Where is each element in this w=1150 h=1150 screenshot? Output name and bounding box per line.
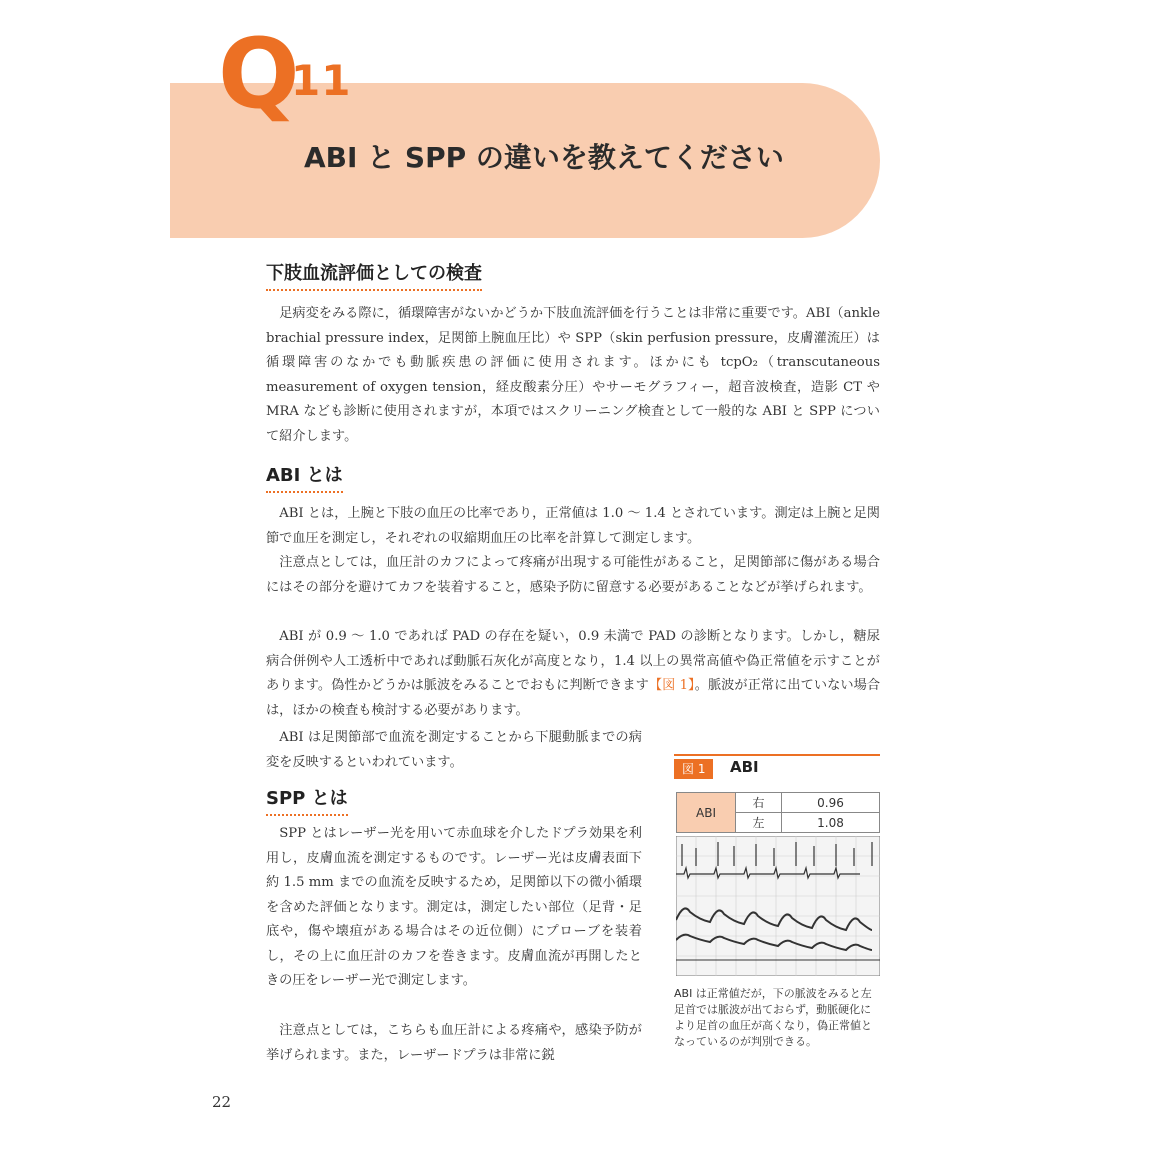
question-letter: Q (218, 18, 300, 130)
pulse-waveform-image (676, 836, 880, 976)
abi-value-right: 0.96 (782, 793, 880, 813)
abi-side-left: 左 (736, 813, 782, 833)
figure-reference[interactable]: 【図 1】 (648, 678, 695, 693)
abi-table-header: ABI (677, 793, 736, 833)
section-heading-abi: ABI とは (266, 464, 343, 493)
paragraph-intro: 足病変をみる際に，循環障害がないかどうか下肢血流評価を行うことは非常に重要です。ABI（ankle brachial pressure index，足関節上腕血圧比）や SPP（skin perfusion pressure，皮膚灌流圧）は循環障害のなかでも動脈疾患の評価に使用されます。ほかにも tcpO₂（transcutaneous measurement of oxygen tension，経皮酸素分圧）やサーモグラフィー，超音波検査，造影 CT や MRA なども診断に使用されますが，本項ではスクリーニング検査として一般的な ABI と SPP について紹介します。 (266, 306, 880, 444)
table-row (677, 793, 880, 813)
paragraph-abi-4: ABI は足関節部で血流を測定することから下腿動脈までの病変を反映するといわれています。 (266, 730, 642, 770)
figure-title: ABI (730, 758, 759, 776)
page-number: 22 (212, 1093, 232, 1111)
abi-table (676, 792, 880, 833)
page-title: ABI と SPP の違いを教えてください (304, 141, 784, 174)
paragraph-abi-1: ABI とは，上腕と下肢の血圧の比率であり，正常値は 1.0 ～ 1.4 とされています。測定は上腕と足関節で血圧を測定し，それぞれの収縮期血圧の比率を計算して測定します。 (266, 506, 880, 546)
figure-header (674, 754, 880, 782)
figure-caption: ABI は正常値だが，下の脈波をみると左足首では脈波が出ておらず，動脈硬化により足首の血圧が高くなり，偽正常値となっているのが判別できる。 (674, 987, 872, 1048)
paragraph-abi-3 (266, 625, 880, 723)
paragraph-spp-2: 注意点としては，こちらも血圧計による疼痛や，感染予防が挙げられます。また，レーザードプラは非常に鋭 (266, 1023, 642, 1063)
paragraph-abi-3-text: ABI が 0.9 ～ 1.0 であれば PAD の存在を疑い，0.9 未満で PAD の診断となります。しかし，糖尿病合併例や人工透析中であれば動脈石灰化が高度となり，1.4 以上の異常高値や偽正常値を示すことがあります。偽性かどうかは脈波をみることでおもに判断できます (266, 629, 880, 693)
section-heading-lower-limb: 下肢血流評価としての検査 (266, 262, 482, 291)
paragraph-abi-3-tail: 。脈波が正常に出ていない場合は，ほかの検査も検討する必要があります。 (266, 678, 881, 718)
abi-side-right: 右 (736, 793, 782, 813)
figure-label: 図 1 (674, 759, 713, 779)
question-number: 11 (291, 56, 352, 105)
paragraph-abi-2: 注意点としては，血圧計のカフによって疼痛が出現する可能性があること，足関節部に傷がある場合にはその部分を避けてカフを装着すること，感染予防に留意する必要があることなどが挙げられます。 (266, 555, 880, 595)
abi-value-left: 1.08 (782, 813, 880, 833)
paragraph-spp-1: SPP とはレーザー光を用いて赤血球を介したドプラ効果を利用し，皮膚血流を測定するものです。レーザー光は皮膚表面下約 1.5 mm までの血流を反映するため，足関節以下の微小循環を含めた評価となります。測定は，測定したい部位（足背・足底や，傷や壊疽がある場合はその近位側）にプローブを装着し，その上に血圧計のカフを巻きます。皮膚血流が再開したときの圧をレーザー光で測定します。 (266, 826, 642, 988)
section-heading-spp: SPP とは (266, 787, 348, 816)
